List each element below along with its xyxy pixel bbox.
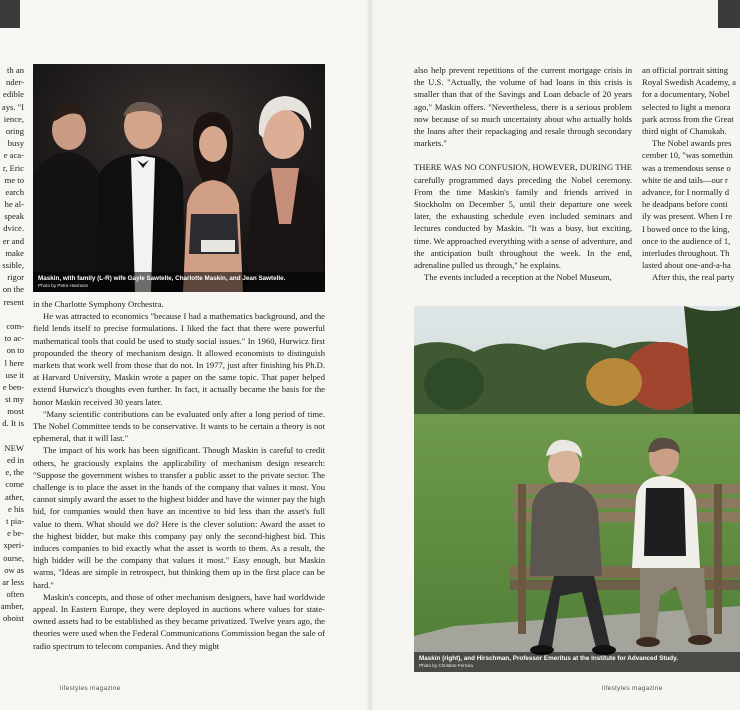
column-2-line: once to the audience of 1, — [642, 235, 731, 246]
edge-fragment-line: t pia- — [6, 515, 24, 526]
column-2-line: The Nobel awards pres — [652, 138, 732, 149]
edge-fragment-line: e ben- — [2, 381, 24, 392]
page-footer: lifestyles magazine — [602, 685, 663, 692]
spine-gutter — [366, 0, 374, 710]
edge-fragment-line: oboist — [2, 613, 24, 624]
family-photo-credit: Photo by Petra Hannson — [38, 283, 89, 288]
edge-fragment-line: st my — [5, 394, 24, 405]
edge-fragment-line — [0, 308, 24, 320]
edge-fragment-line: e, the — [5, 467, 24, 478]
edge-fragment-line: nder- — [6, 77, 24, 88]
column-2-line: third night of Chanukah. — [642, 126, 727, 137]
page-corner-tab — [0, 0, 20, 28]
previous-column-edge — [0, 64, 24, 625]
paragraph: Maskin's concepts, and those of other mechanism designers, have had worldwide appeal. In Eastern Europe, they were deployed in auctions where values for state-owned assets had to be established as they became privatized. Twelve years ago, the theories were used when the Federal Communications Commission began the sale of radio spectrum to telecom companies. And they might — [33, 591, 325, 651]
column-2-line: interludes throughout. Th — [642, 248, 730, 259]
edge-fragment-line: dvice. — [3, 223, 24, 234]
edge-fragment-line: resent — [3, 296, 24, 307]
column-2-line: advance, for I normally d — [642, 187, 730, 198]
edge-fragment-line: ourse, — [3, 552, 24, 563]
column-2-line: he deadpans before conti — [642, 199, 728, 210]
family-photo-caption — [33, 272, 325, 292]
family-photo-image — [33, 64, 325, 292]
bench-photo-credit: Photo by Christine Ferrara — [419, 663, 473, 668]
column-2-line: was a tremendous sense o — [642, 162, 731, 173]
column-2-line: an official portrait sitting — [642, 65, 728, 75]
paragraph: He was attracted to economics "because I had a mathematics background, and the field lends itself to precise formulations. I liked the fact that there were powerful mathematical tools that could be used to study social issues." In 1960, Hurwicz first propounded the theory of mechanism design. It allowed economists to distinguish markets that work well from those that do not. In 1977, just after finishing his Ph.D. at Harvard University, Maskin wrote a paper on the same topic. That paper helped extend Hurwicz's thoughts even further. In fact, it actually became the basis for the honor Maskin received 30 years later. — [33, 311, 325, 407]
column-2-line: white tie and tails—our r — [642, 174, 728, 185]
right-page — [370, 0, 740, 710]
column-2-line: Royal Swedish Academy, a — [642, 77, 736, 88]
column-2-line: cember 10, "was somethin — [642, 150, 733, 161]
edge-fragment-line: ather, — [5, 491, 24, 502]
edge-fragment-line: on to — [6, 345, 24, 356]
edge-fragment-line: to ac- — [4, 333, 24, 344]
page-footer: lifestyles magazine — [60, 685, 121, 692]
edge-fragment-line: make — [5, 247, 24, 258]
edge-fragment-line: ow as — [4, 564, 24, 575]
column-2-line: I bowed once to the king, — [642, 223, 730, 234]
family-photo — [33, 64, 325, 292]
edge-fragment-line: busy — [7, 138, 24, 149]
edge-fragment-line: ssible, — [2, 260, 24, 270]
paragraph: The impact of his work has been significant. Though Maskin is careful to credit others, he graciously explains the applicability of mechanism design research: "Suppose the government wishes to transfer a public asset to the private sector. The challenge is to place the asset in the hands of the company that values it most. You cannot simply award the asset to the highest bidder and have the winner pay the high bid, for companies would then have an incentive to bid less than the asset's full value to them. What should we do? Here is the clever solution: Award the asset to the highest bidder, but make this company pay only the second-highest bid. This induces companies to bid exactly what the asset is worth to them. As a result, the high bidder will be the company that values it most." Easy enough, but Maskin warns, "Ideas are simple in retrospect, but thinking them up in the first place can be hard." — [33, 445, 325, 590]
column-2-line: selected to light a menora — [642, 101, 731, 112]
edge-fragment-line: e his — [8, 503, 24, 514]
edge-fragment-line: ays. "I — [1, 101, 24, 112]
edge-fragment-line: use it — [5, 369, 24, 380]
family-photo-caption-text: Maskin, with family (L-R) wife Gayle Sawtelle, Charlotte Maskin, and Jean Sawtelle. — [38, 275, 286, 282]
column-2-line: lasted about one-and-a-ha — [642, 260, 731, 271]
edge-fragment-line: he al- — [4, 199, 24, 210]
edge-fragment-line: edible — [3, 89, 24, 100]
bench-photo-image — [414, 306, 740, 672]
edge-fragment-line: ar less — [2, 576, 24, 587]
left-column-body — [33, 298, 325, 652]
section-opening-paragraph: THERE WAS NO CONFUSION, HOWEVER, DURING THE carefully programmed days preceding the Nobel ceremony. From the time Maskin's family and friends arrived in Stockholm on December 5, until their departure one week later, the exhausting schedule even included seminars and lectures conducted by Maskin. "It was a busy, but exciting, time. We approached everything with a sense of adventure, and the anticipation built throughout the week. In the end, adrenaline pulled us through," he explains. — [414, 162, 632, 271]
edge-fragment-line: e aca- — [3, 150, 24, 161]
edge-fragment-line: l here — [4, 357, 24, 368]
column-2-line: for a documentary, Nobel — [642, 89, 730, 100]
paragraph: The events included a reception at the Nobel Museum, — [424, 272, 612, 283]
edge-fragment-line: er and — [2, 235, 24, 246]
edge-fragment-line: earch — [5, 186, 24, 197]
edge-fragment-line: r, Eric — [2, 162, 24, 173]
edge-fragment-line: oring — [5, 125, 24, 136]
column-2-line: After this, the real party — [652, 272, 735, 283]
bench-photo-caption-text: Maskin (right), and Hirschman, Professor Emeritus at the Institute for Advanced Study. — [419, 655, 678, 662]
edge-fragment-line: NEW — [4, 442, 24, 453]
column-2-line: park across from the Great — [642, 113, 734, 124]
edge-fragment-line: speak — [4, 211, 24, 222]
edge-fragment-line: ed in — [7, 455, 24, 465]
edge-fragment-line: rigor — [7, 272, 24, 283]
edge-fragment-line: xperi- — [3, 540, 24, 551]
edge-fragment-line: ience, — [3, 113, 24, 124]
paragraph: also help prevent repetitions of the current mortgage crisis in the U.S. "Actually, the volume of bad loans in this crisis is smaller than that of the Savings and Loan debacle of 20 years ago," Maskin offers. "Nevertheless, there is a serious problem now because of so much uncertainty about who actually holds the loans after their repackaging and resale through secondary markets." — [414, 65, 632, 149]
right-column-1 — [414, 64, 632, 283]
column-2-line: ily was present. When I re — [642, 211, 733, 222]
page-corner-tab — [718, 0, 740, 28]
edge-fragment-line: amber, — [0, 601, 24, 612]
edge-fragment-line — [0, 430, 24, 442]
right-column-2 — [642, 64, 740, 284]
edge-fragment-line: com- — [6, 320, 24, 331]
paragraph: in the Charlotte Symphony Orchestra. — [33, 299, 164, 309]
edge-fragment-line: come — [5, 479, 24, 490]
edge-fragment-line: often — [6, 589, 24, 600]
bench-photo-caption — [414, 652, 740, 672]
edge-fragment-line: e be- — [7, 528, 24, 539]
edge-fragment-line: most — [7, 406, 24, 417]
edge-fragment-line: th an — [7, 65, 24, 75]
edge-fragment-line: on the — [2, 284, 24, 295]
edge-fragment-line: d. It is — [2, 418, 24, 429]
bench-photo — [414, 306, 740, 672]
paragraph: "Many scientific contributions can be evaluated only after a long period of time. The Nobel Committee tends to be conservative. It wants to be certain a theory is not ephemeral, that it will last." — [33, 408, 325, 444]
edge-fragment-line: me to — [4, 174, 24, 185]
